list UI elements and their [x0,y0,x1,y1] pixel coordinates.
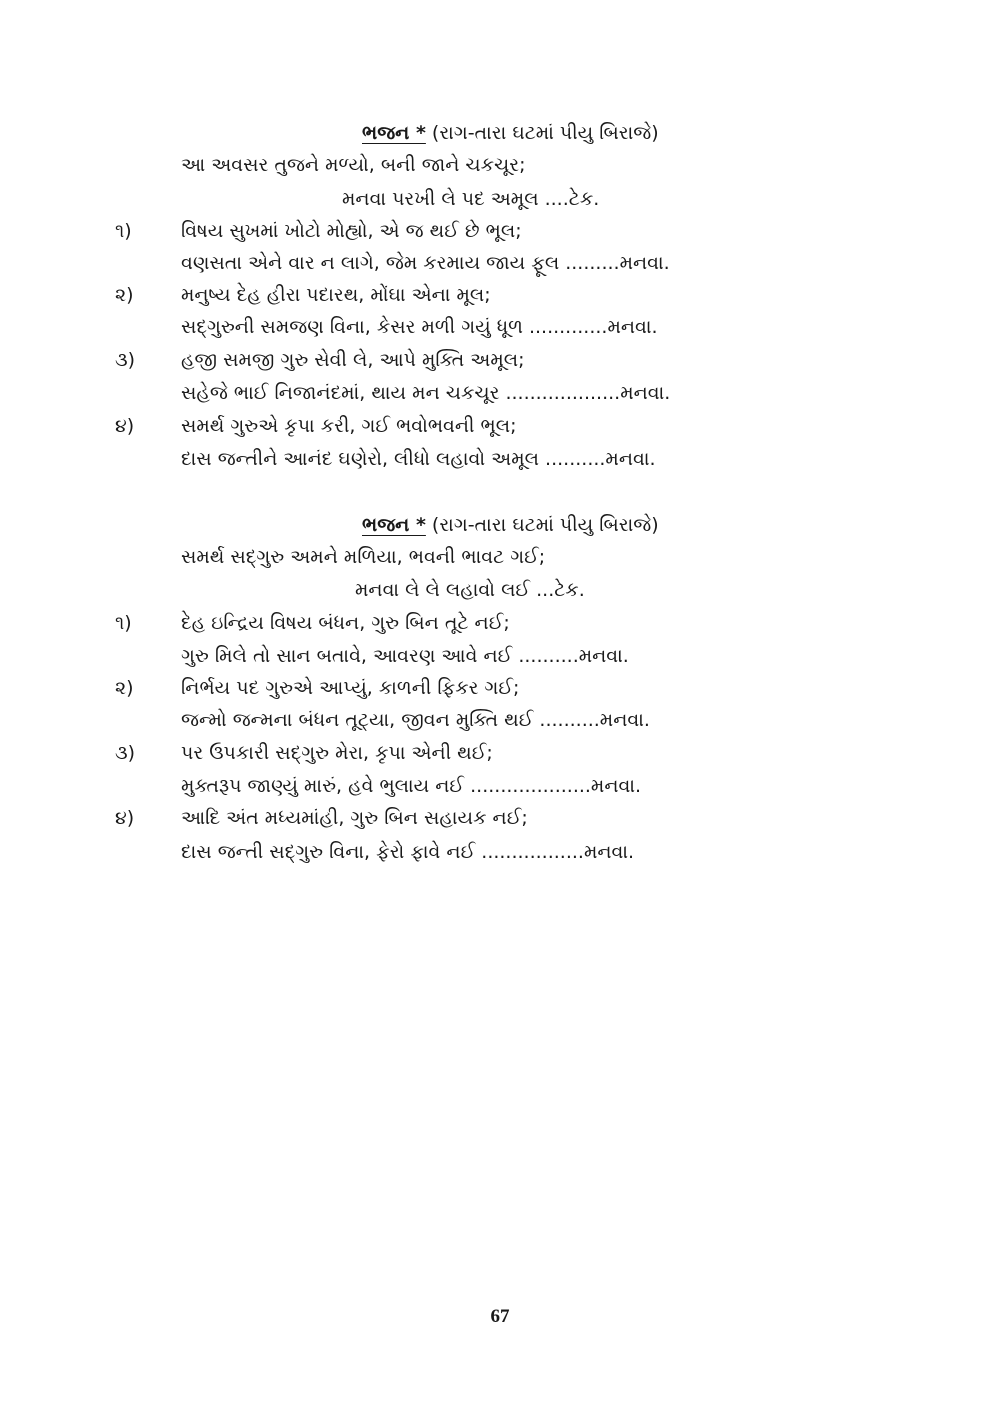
bhajan-2-verse-3-number: ૩) [115,742,136,764]
bhajan-1-verse-2-line-2: સદ્‌ગુરુની સમજણ વિના, કેસર મળી ગયું ધૂળ .............મનવા. [181,316,658,338]
bhajan-1-raag: (રાગ-તારા ઘટમાં પીયુ બિરાજે) [425,122,659,144]
bhajan-2-verse-2-line-2: જન્મો જન્મના બંધન તૂટ્યા, જીવન મુક્તિ થઈ ..........મનવા. [181,709,650,731]
bhajan-1-intro-line-2: મનવા પરખી લે પદ અમૂલ ....ટેક. [342,188,600,210]
bhajan-2-verse-4-line-1: આદિ અંત મધ્યમાંહી, ગુરુ બિન સહાયક નઈ; [181,807,528,829]
bhajan-1-intro-line-1: આ અવસર તુજને મળ્યો, બની જાને ચકચૂર; [181,154,526,176]
bhajan-2-heading [362,513,659,537]
bhajan-1-verse-3-line-1: હજી સમજી ગુરુ સેવી લે, આપે મુક્તિ અમૂલ; [181,349,525,371]
bhajan-2-verse-3-line-2: મુક્તરૂપ જાણ્યું મારું, હવે ભુલાય નઈ ....................મનવા. [181,775,642,797]
bhajan-2-verse-2-number: ૨) [115,677,134,699]
page-number: 67 [490,1306,510,1327]
bhajan-2-verse-1-line-2: ગુરુ મિલે તો સાન બતાવે, આવરણ આવે નઈ ..........મનવા. [181,645,629,667]
bhajan-1-verse-4-line-1: સમર્થ ગુરુએ કૃપા કરી, ગઈ ભવોભવની ભૂલ; [181,415,517,437]
bhajan-2-intro-line-2: મનવા લે લે લહાવો લઈ ...ટેક. [355,579,585,601]
bhajan-1-heading-word: ભજન * [362,122,426,144]
bhajan-1-verse-1-line-1: વિષય સુખમાં ખોટો મોહ્યો, એ જ થઈ છે ભૂલ; [181,220,522,242]
bhajan-2-verse-4-line-2: દાસ જન્તી સદ્‌ગુરુ વિના, ફેરો ફાવે નઈ .................મનવા. [181,841,635,863]
bhajan-1-verse-2-line-1: મનુષ્ય દેહ હીરા પદારથ, મોંઘા એના મૂલ; [181,284,491,306]
bhajan-1-heading [362,121,659,145]
bhajan-2-verse-1-line-1: દેહ ઇન્દ્રિય વિષય બંધન, ગુરુ બિન તૂટે નઈ; [181,612,510,634]
bhajan-1-verse-3-number: ૩) [115,349,136,371]
bhajan-2-verse-2-line-1: નિર્ભય પદ ગુરુએ આપ્યું, કાળની ફિકર ગઈ; [181,677,520,699]
bhajan-2-intro-line-1: સમર્થ સદ્‌ગુરુ અમને મળિયા, ભવની ભાવટ ગઈ; [181,546,546,568]
bhajan-1-verse-4-number: ૪) [115,415,135,437]
bhajan-1-verse-1-number: ૧) [115,220,132,242]
bhajan-1-verse-1-line-2: વણસતા એને વાર ન લાગે, જેમ કરમાય જાય ફૂલ .........મનવા. [181,252,670,274]
bhajan-1-verse-3-line-2: સહેજે ભાઈ નિજાનંદમાં, થાય મન ચકચૂર ...................મનવા. [181,382,671,404]
bhajan-2-heading-word: ભજન * [362,514,426,536]
bhajan-1-verse-2-number: ૨) [115,284,134,306]
bhajan-2-verse-1-number: ૧) [115,612,132,634]
bhajan-1-verse-4-line-2: દાસ જન્તીને આનંદ ઘણેરો, લીધો લહાવો અમૂલ ..........મનવા. [181,448,656,470]
bhajan-2-verse-3-line-1: પર ઉપકારી સદ્‌ગુરુ મેરા, કૃપા એની થઈ; [181,742,493,764]
bhajan-2-raag: (રાગ-તારા ઘટમાં પીયુ બિરાજે) [425,514,659,536]
bhajan-2-verse-4-number: ૪) [115,807,135,829]
